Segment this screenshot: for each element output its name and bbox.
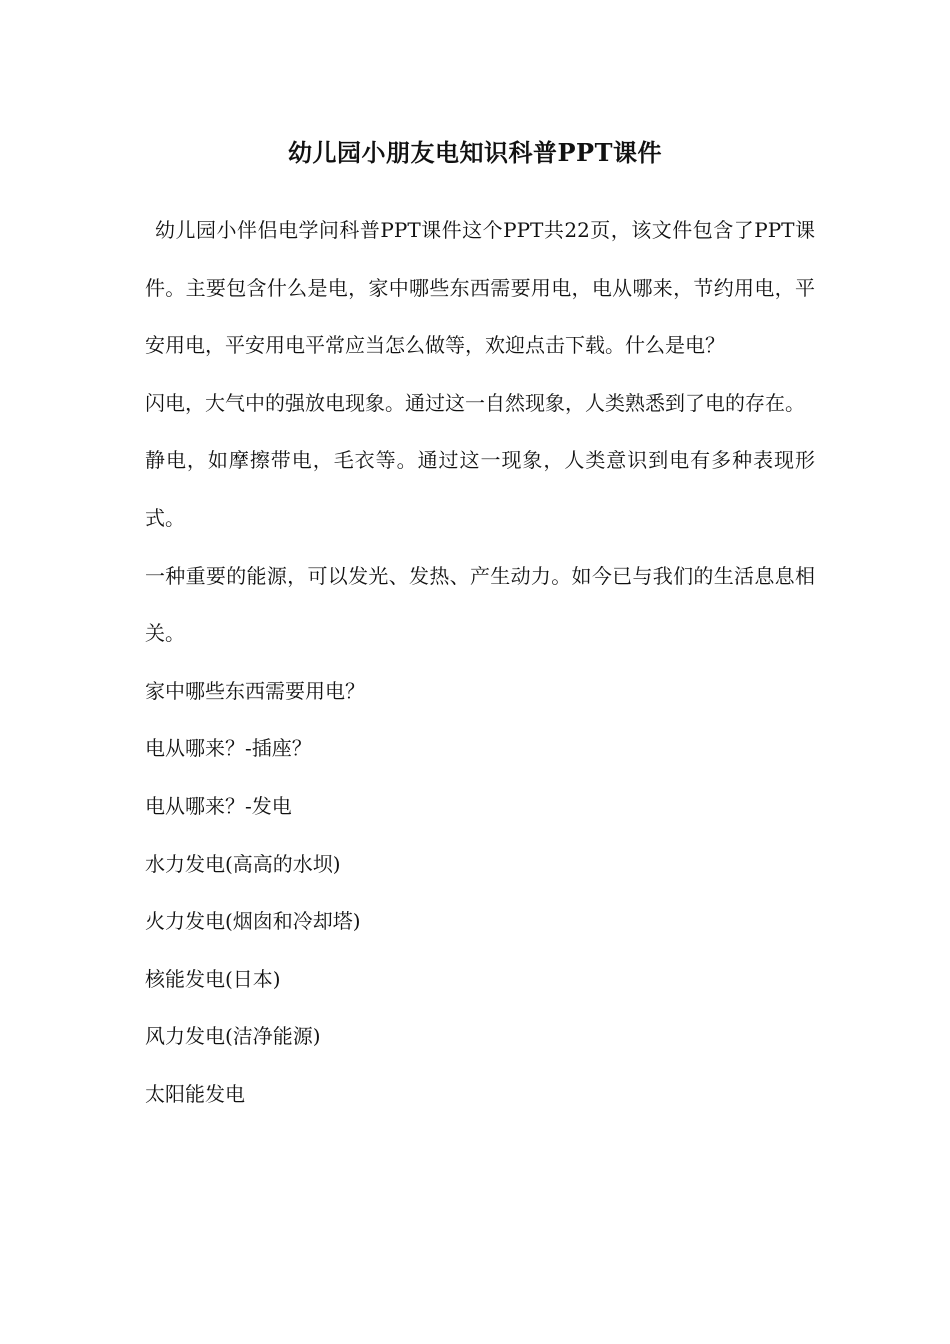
document-title: 幼儿园小朋友电知识科普PPT课件 [288,138,662,167]
paragraph-energy: 一种重要的能源，可以发光、发热、产生动力。如今已与我们的生活息息相关。 [145,563,815,646]
paragraph-hydro: 水力发电(高高的水坝) [145,851,341,876]
paragraph-nuclear: 核能发电(日本) [145,966,281,991]
paragraph-thermal: 火力发电(烟囱和冷却塔) [145,909,361,934]
paragraph-lightning: 闪电，大气中的强放电现象。通过这一自然现象，人类熟悉到了电的存在。 [145,390,805,415]
paragraph-intro: 幼儿园小伴侣电学问科普PPT课件这个PPT共22页，该文件包含了PPT课件。主要包含什么是电，家中哪些东西需要用电，电从哪来，节约用电，平安用电，平安用电平常应当怎么做等，欢迎点击下载。什么是电？ [145,218,815,358]
paragraph-static: 静电，如摩擦带电，毛衣等。通过这一现象，人类意识到电有多种表现形式。 [145,448,815,530]
paragraph-wind: 风力发电(洁净能源) [145,1024,321,1049]
document-body [145,202,815,1124]
paragraph-home-appliances: 家中哪些东西需要用电？ [145,678,365,703]
paragraph-generation: 电从哪来？-发电 [145,793,292,818]
paragraph-solar: 太阳能发电 [145,1081,245,1106]
paragraph-socket: 电从哪来？-插座？ [145,736,312,761]
